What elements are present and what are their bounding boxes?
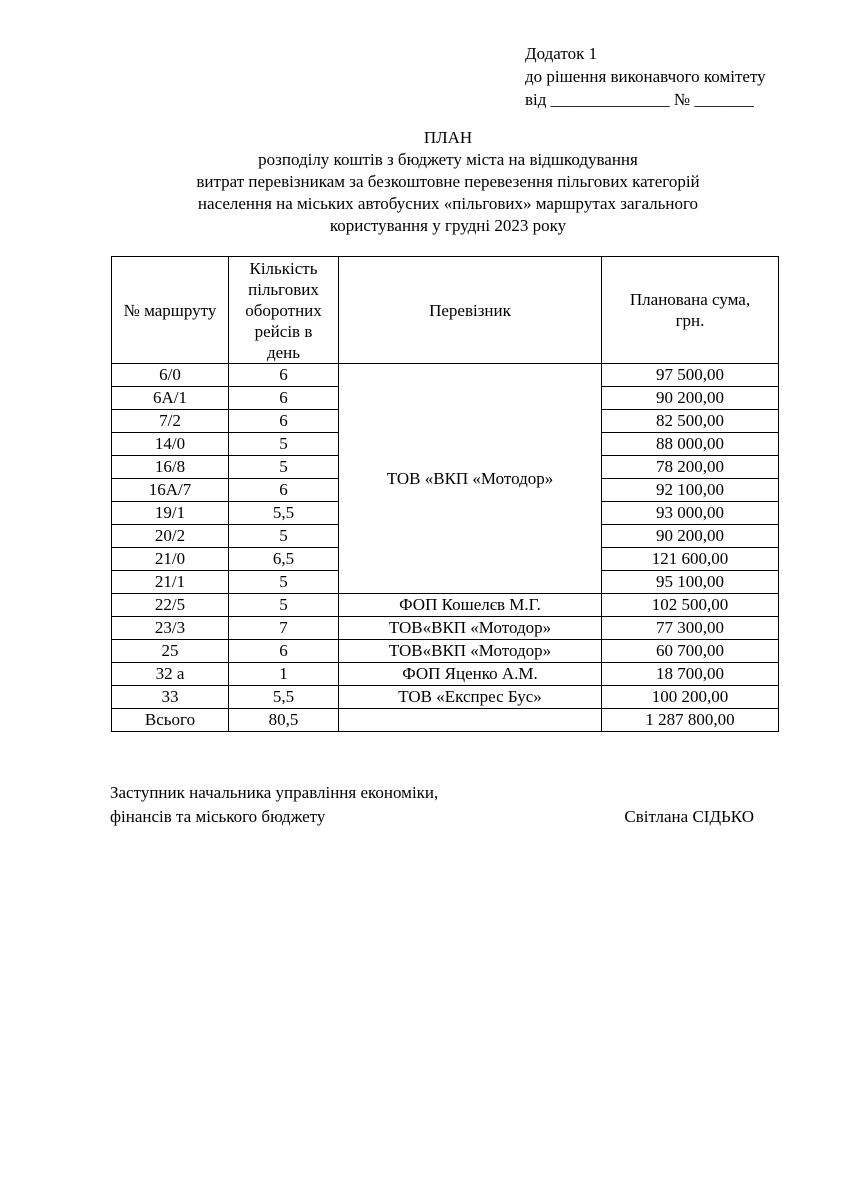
- cell-route: 6/0: [112, 364, 229, 387]
- table-row: [112, 617, 779, 640]
- cell-sum: 92 100,00: [602, 479, 779, 502]
- cell-trips: 5,5: [229, 686, 339, 709]
- cell-route: 22/5: [112, 594, 229, 617]
- cell-route: 19/1: [112, 502, 229, 525]
- cell-route: 16/8: [112, 456, 229, 479]
- distribution-table: [111, 256, 779, 732]
- cell-sum: 60 700,00: [602, 640, 779, 663]
- cell-sum: 93 000,00: [602, 502, 779, 525]
- cell-trips: 5: [229, 456, 339, 479]
- cell-trips: 6: [229, 387, 339, 410]
- cell-trips: 6: [229, 410, 339, 433]
- cell-sum: 82 500,00: [602, 410, 779, 433]
- title-line-1: розподілу коштів з бюджету міста на відшкодування: [258, 150, 638, 169]
- cell-trips: 5: [229, 433, 339, 456]
- annex-line-3: від ______________ № _______: [525, 90, 754, 109]
- cell-trips: 6,5: [229, 548, 339, 571]
- cell-carrier-merged: ТОВ «ВКП «Мотодор»: [339, 364, 602, 594]
- table-body: [112, 364, 779, 732]
- cell-sum: 95 100,00: [602, 571, 779, 594]
- cell-sum: 102 500,00: [602, 594, 779, 617]
- total-carrier: [339, 709, 602, 732]
- cell-route: 16А/7: [112, 479, 229, 502]
- cell-trips: 6: [229, 479, 339, 502]
- cell-trips: 5: [229, 571, 339, 594]
- cell-carrier: ТОВ«ВКП «Мотодор»: [339, 640, 602, 663]
- title-line-2: витрат перевізникам за безкоштовне перевезення пільгових категорій: [196, 172, 700, 191]
- cell-sum: 88 000,00: [602, 433, 779, 456]
- cell-route: 7/2: [112, 410, 229, 433]
- table-row: [112, 594, 779, 617]
- total-trips: 80,5: [229, 709, 339, 732]
- cell-sum: 18 700,00: [602, 663, 779, 686]
- header-trips: Кількість пільгових оборотних рейсів в день: [229, 257, 339, 364]
- cell-route: 21/0: [112, 548, 229, 571]
- header-route: № маршруту: [112, 257, 229, 364]
- total-row: [112, 709, 779, 732]
- header-sum: Планована сума, грн.: [602, 257, 779, 364]
- cell-trips: 5: [229, 594, 339, 617]
- cell-trips: 1: [229, 663, 339, 686]
- cell-sum: 121 600,00: [602, 548, 779, 571]
- table-row: [112, 640, 779, 663]
- cell-sum: 78 200,00: [602, 456, 779, 479]
- cell-route: 33: [112, 686, 229, 709]
- table-row: [112, 663, 779, 686]
- cell-sum: 97 500,00: [602, 364, 779, 387]
- footer-position-line-2: фінансів та міського бюджету: [110, 807, 326, 826]
- cell-carrier: ФОП Яценко А.М.: [339, 663, 602, 686]
- total-label: Всього: [112, 709, 229, 732]
- cell-route: 14/0: [112, 433, 229, 456]
- signature-block: [110, 781, 760, 829]
- cell-sum: 90 200,00: [602, 525, 779, 548]
- cell-trips: 7: [229, 617, 339, 640]
- cell-trips: 6: [229, 640, 339, 663]
- annex-block: [525, 42, 766, 111]
- header-carrier: Перевізник: [339, 257, 602, 364]
- cell-sum: 90 200,00: [602, 387, 779, 410]
- annex-line-2: до рішення виконавчого комітету: [525, 67, 766, 86]
- cell-route: 21/1: [112, 571, 229, 594]
- cell-sum: 77 300,00: [602, 617, 779, 640]
- cell-carrier: ТОВ«ВКП «Мотодор»: [339, 617, 602, 640]
- cell-route: 6А/1: [112, 387, 229, 410]
- cell-trips: 5: [229, 525, 339, 548]
- title-line-3: населення на міських автобусних «пільгових» маршрутах загального: [197, 194, 699, 213]
- cell-trips: 5,5: [229, 502, 339, 525]
- signer-name: Світлана СІДЬКО: [624, 807, 754, 826]
- cell-route: 23/3: [112, 617, 229, 640]
- document-title: [110, 127, 786, 237]
- table-row: [112, 686, 779, 709]
- cell-route: 25: [112, 640, 229, 663]
- footer-position-line-1: Заступник начальника управління економіки,: [110, 783, 439, 802]
- title-line-4: користування у грудні 2023 року: [329, 216, 567, 235]
- cell-carrier: ФОП Кошелєв М.Г.: [339, 594, 602, 617]
- cell-trips: 6: [229, 364, 339, 387]
- cell-carrier: ТОВ «Експрес Бус»: [339, 686, 602, 709]
- total-sum: 1 287 800,00: [602, 709, 779, 732]
- title-heading: ПЛАН: [423, 128, 473, 147]
- cell-route: 20/2: [112, 525, 229, 548]
- cell-sum: 100 200,00: [602, 686, 779, 709]
- annex-line-1: Додаток 1: [525, 44, 598, 63]
- cell-route: 32 а: [112, 663, 229, 686]
- table-row: [112, 364, 779, 387]
